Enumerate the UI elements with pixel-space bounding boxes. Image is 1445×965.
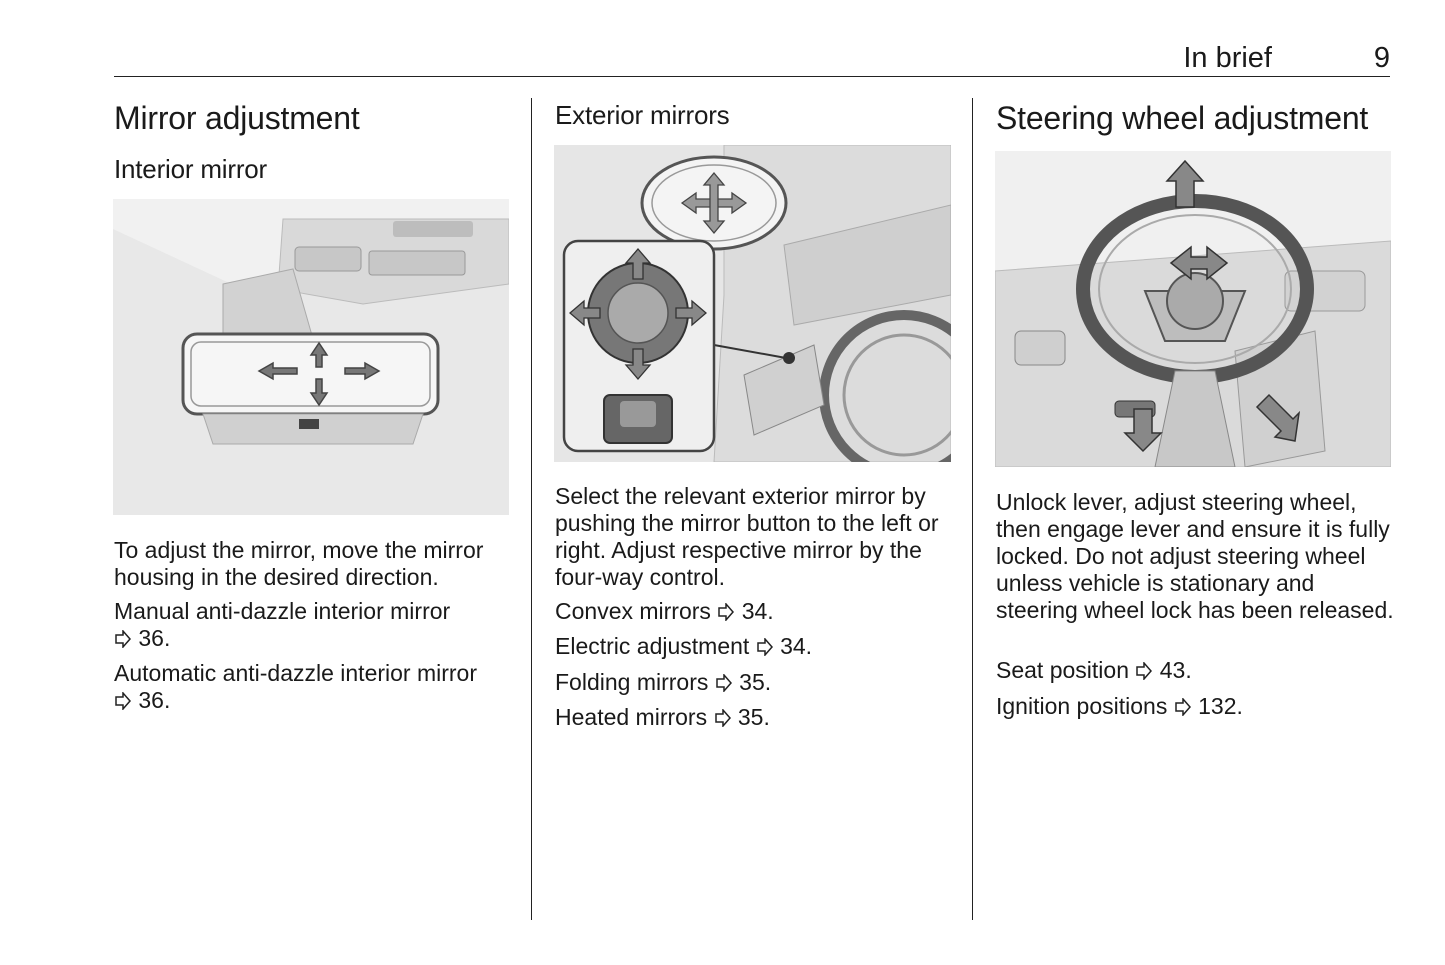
link-ignition-positions[interactable] [996, 693, 1396, 720]
link-electric-adjustment[interactable] [555, 633, 955, 660]
link-label: Ignition positions [996, 693, 1168, 719]
steering-wheel-illustration [995, 151, 1391, 467]
exterior-mirror-illustration [554, 145, 951, 462]
subheading-exterior-mirrors: Exterior mirrors [555, 100, 730, 130]
page-reference: 34. [741, 598, 774, 624]
paragraph-adjust-mirror: To adjust the mirror, move the mirror housing in the desired direction. [114, 537, 484, 590]
link-seat-position[interactable] [996, 657, 1396, 684]
running-header [114, 38, 1390, 77]
paragraph-select-mirror: Select the relevant exterior mirror by pushing the mirror button to the left or right. Adjust respective mirror by the four-way control. [555, 483, 939, 590]
link-convex-mirrors[interactable] [555, 598, 955, 625]
page-reference: 34. [780, 633, 813, 659]
cross-reference-arrow-icon [714, 709, 732, 727]
cross-reference-arrow-icon [717, 603, 735, 621]
page-reference: 132. [1198, 693, 1243, 719]
paragraph-unlock-lever: Unlock lever, adjust steering wheel, then engage lever and ensure it is fully locked. Do not adjust steering wheel unless vehicle is stationary and steering wheel lock has been released. [996, 489, 1394, 623]
heading-mirror-adjustment: Mirror adjustment [114, 100, 360, 136]
cross-reference-arrow-icon [1135, 662, 1153, 680]
page-number: 9 [1373, 42, 1390, 74]
cross-reference-arrow-icon [715, 674, 733, 692]
link-label: Heated mirrors [555, 704, 708, 730]
cross-reference-link[interactable] [114, 687, 170, 714]
link-label: Seat position [996, 657, 1129, 683]
section-title: In brief [1183, 42, 1272, 74]
link-label: Manual anti-dazzle interior mirror [114, 598, 451, 624]
column-divider [972, 98, 973, 920]
paragraph-automatic-antidazzle [114, 660, 514, 714]
cross-reference-link[interactable] [114, 625, 170, 652]
page-reference: 35. [737, 704, 770, 730]
interior-mirror-illustration [113, 199, 509, 515]
heading-steering-wheel-adjustment: Steering wheel adjustment [996, 100, 1369, 136]
paragraph-manual-antidazzle [114, 598, 514, 652]
cross-reference-arrow-icon [1174, 698, 1192, 716]
page-reference: 36. [138, 625, 171, 651]
column-divider [531, 98, 532, 920]
page-reference: 35. [739, 669, 772, 695]
subheading-interior-mirror: Interior mirror [114, 154, 268, 184]
link-label: Electric adjustment [555, 633, 750, 659]
cross-reference-arrow-icon [114, 692, 132, 710]
page-reference: 36. [138, 687, 171, 713]
link-label: Automatic anti-dazzle interior mirror [114, 660, 478, 686]
link-label: Convex mirrors [555, 598, 711, 624]
page-reference: 43. [1159, 657, 1192, 683]
link-heated-mirrors[interactable] [555, 704, 955, 731]
cross-reference-arrow-icon [756, 638, 774, 656]
cross-reference-arrow-icon [114, 630, 132, 648]
link-label: Folding mirrors [555, 669, 709, 695]
link-folding-mirrors[interactable] [555, 669, 955, 696]
